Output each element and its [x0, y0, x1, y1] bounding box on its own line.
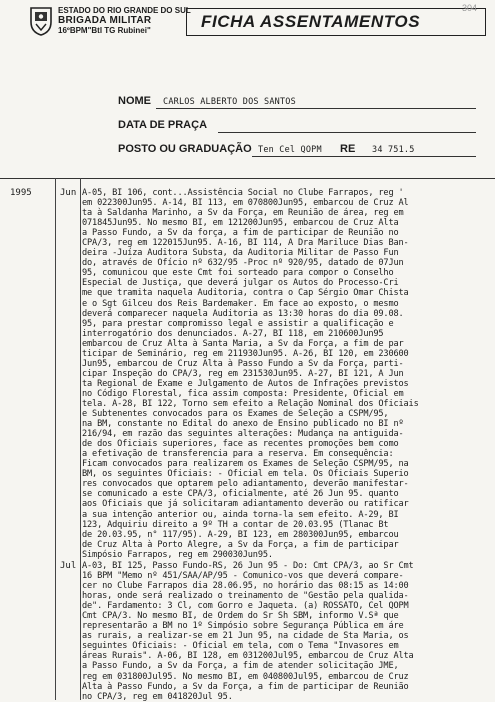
entry-line: representarão a BM no 1º Simpósio sobre Segurança Pública em áre — [82, 621, 404, 632]
nome-label: NOME — [118, 95, 151, 107]
posto-underline — [252, 156, 476, 157]
entry-line: aos Oficiais que já solicitaram adiantamento deverão ou ratificar — [82, 499, 409, 510]
entry-line: tela. A-28, BI 122, Torno sem efeito a Relação Nominal dos Oficiais — [82, 398, 419, 409]
org-unit: 16ºBPM"Btl TG Rubinei" — [58, 26, 151, 35]
entry-line: ta Regional de Exame e Julgamento de Autos de Infrações previstos — [82, 378, 409, 389]
organization-block — [58, 6, 191, 36]
entry-line: 95, comunicou que este Cmt foi sorteado para compor o Conselho — [82, 268, 394, 279]
entry-line: res convocados que optarem pelo adiantamento, deverão manifestar- — [82, 479, 409, 490]
entry-line: A-05, BI 106, cont...Assistência Social no Clube Farrapos, reg ' — [82, 188, 404, 198]
entry-line: as rurais, a realizar-se em 21 Jun 95, na cidade de Sta Maria, os — [82, 631, 409, 642]
entry-line: de dos Oficiais superiores, face as recentes promoções bem como — [82, 439, 399, 450]
entry-line: 123, Adquiriu direito a 9º TH a contar de 20.03.95 (Tlanac Bt — [82, 519, 389, 530]
page-stamp: 304 — [461, 3, 477, 13]
re-value: 34 751.5 — [372, 145, 415, 155]
entry-line: embarcou de Cruz Alta à Santa Maria, a Sv da Força, a fim de par — [82, 338, 404, 349]
entry-line: e Subtenentes convocados para os Exames de Seleção a CSPM/95, — [82, 409, 389, 420]
nome-value: CARLOS ALBERTO DOS SANTOS — [163, 97, 296, 107]
entry-line: ta à Saldanha Marinho, a Sv da Força, em Reunião de área, reg em — [82, 208, 404, 219]
entry-line: me que tramita naquela Auditoria, contra o Cap Sérgio Omar Chista — [82, 288, 409, 299]
entry-line: a Passo Fundo, a Sv da Força, a fim de atender solicitação JME, — [82, 661, 399, 672]
entry-month: Jun — [60, 188, 77, 198]
entry-line: Ficam convocados para realizarem os Exames de Seleção CSPM/95, na — [82, 459, 409, 470]
re-label: RE — [340, 143, 356, 155]
entry-line: na BM, constante no Edital do anexo de Ensino publicado no BI nº — [82, 419, 404, 430]
document-title: FICHA ASSENTAMENTOS — [201, 12, 421, 31]
entry-line: de 20.03.95, n° 117/95). A-29, BI 123, em 280300Jun95, embarcou — [82, 529, 399, 540]
org-name: BRIGADA MILITAR — [58, 15, 152, 26]
entry-text — [82, 561, 492, 702]
entry-line: 216/94, em razão das seguintes alterações: Mudança na antiguida- — [82, 429, 404, 440]
entry-line: cipar Inspeção do CPA/3, reg em 231530Jun95. A-27, BI 121, A Jun — [82, 368, 404, 379]
entry-line: deira -Juíza Auditora Substa, da Auditoria Militar de Passo Fun — [82, 248, 399, 259]
data-praca-label: DATA DE PRAÇA — [118, 119, 208, 131]
entry-line: interrogatório dos denunciados. A-27, BI 118, em 210600Jun95 — [82, 328, 384, 339]
entry-line: 16 BPM "Memo nº 451/SAA/AP/95 - Comunico-vos que deverá compare- — [82, 571, 404, 582]
entry-line: horas, onde será realizado o treinamento de "Gestão pela qualida- — [82, 591, 409, 602]
title-box — [186, 3, 486, 36]
month-column-rule — [80, 178, 81, 700]
entry-line: seguintes Oficiais: - Oficial em tela, com o Tema "Invasores em — [82, 641, 399, 652]
header — [0, 0, 495, 72]
posto-label: POSTO OU GRADUAÇÃO — [118, 143, 252, 155]
entry-line: 95, para prestar compromisso legal e assistir a qualificação e — [82, 318, 394, 329]
entry-year: 1995 — [10, 188, 32, 198]
brigada-emblem-icon — [28, 6, 54, 36]
entry-line: ticipar de Seminário, reg em 211930Jun95. A-26, BI 120, em 230600 — [82, 348, 409, 359]
entry-line: Alta à Passo Fundo, a Sv da Força, a fim de participar de Reunião — [82, 681, 409, 692]
entry-line: Simpósio Farrapos, reg em 290030Jun95. — [82, 549, 273, 560]
entry-text — [82, 188, 492, 560]
entry-line: A-03, BI 125, Passo Fundo-RS, 26 Jun 95 - Do: Cmt CPA/3, ao Sr Cmt — [82, 561, 414, 571]
data-praca-underline — [218, 132, 476, 133]
entry-line: a efetivação de transferencia para a reserva. Em consequência: — [82, 449, 394, 460]
entry-line: no Código Florestal, fica assim composta: Presidente, Oficial em — [82, 388, 404, 399]
org-state: ESTADO DO RIO GRANDE DO SUL — [58, 6, 191, 15]
entry-line: a Passo Fundo, a Sv da força, a fim de participar de Reunião no — [82, 228, 399, 239]
entry-line: reg em 031800Jul95. No mesmo BI, em 040800Jul95, embarcou de Cruz — [82, 671, 409, 682]
entry-line: Jun95, embarcou de Cruz Alta à Passo Fundo a Sv da Força, parti- — [82, 358, 404, 369]
entry-line: do, através de Ofício nº 632/95 -Proc nº 920/95, datado de 07Jun — [82, 258, 404, 269]
entry-line: 071845Jun95. No mesmo BI, em 121200Jun95, embarcou de Cruz Alta — [82, 218, 399, 229]
entry-line: deverá comparecer naquela Auditoria as 13:30 horas do dia 09.08. — [82, 308, 404, 319]
entry-line: áreas Rurais". A-06, BI 128, em 031200Jul95, embarcou de Cruz Alta — [82, 651, 414, 662]
year-column-rule — [55, 178, 56, 700]
entry-line: e o Sgt Gilceu dos Reis Bardemaker. Em face ao exposto, o mesmo — [82, 298, 399, 309]
entry-line: no CPA/3, reg em 041820Jul 95. — [82, 691, 233, 702]
entry-line: BM, os seguintes Oficiais: - Oficial em tela. Os Oficiais Superio — [82, 469, 409, 480]
entry-month: Jul — [60, 561, 77, 571]
posto-value: Ten Cel QOPM — [258, 145, 322, 155]
table-top-rule — [0, 178, 495, 179]
entry-line: de Cruz Alta à Porto Alegre, a Sv da Força, a fim de participar — [82, 539, 399, 550]
entry-line: a sua intenção anterior ou, ainda torna-la sem efeito. A-29, BI — [82, 509, 399, 520]
entry-line: cer no Clube Farrapos dia 28.06.95, no horário das 08:15 as 14:00 — [82, 581, 409, 592]
entry-line: Cmt CPA/3. No mesmo BI, de Ordem do Sr Sh SBM, informo V.Sª que — [82, 611, 399, 622]
entry-line: Especial de Justiça, que deverá julgar os Autos do Processo-Cri — [82, 278, 399, 289]
entry-line: CPA/3, reg em 122015Jun95. A-16, BI 114, A Dra Mariluce Dias Ban- — [82, 238, 409, 249]
entry-line: em 022300Jun95. A-14, BI 113, em 070800Jun95, embarcou de Cruz Al — [82, 198, 409, 209]
nome-underline — [156, 108, 476, 109]
entry-line: se comunicado a este CPA/3, oficialmente, até 26 Jun 95. quanto — [82, 489, 399, 500]
entry-line: de". Fardamento: 3 Cl, com Gorro e Jaqueta. (a) ROSSATO, Cel QOPM — [82, 601, 409, 612]
